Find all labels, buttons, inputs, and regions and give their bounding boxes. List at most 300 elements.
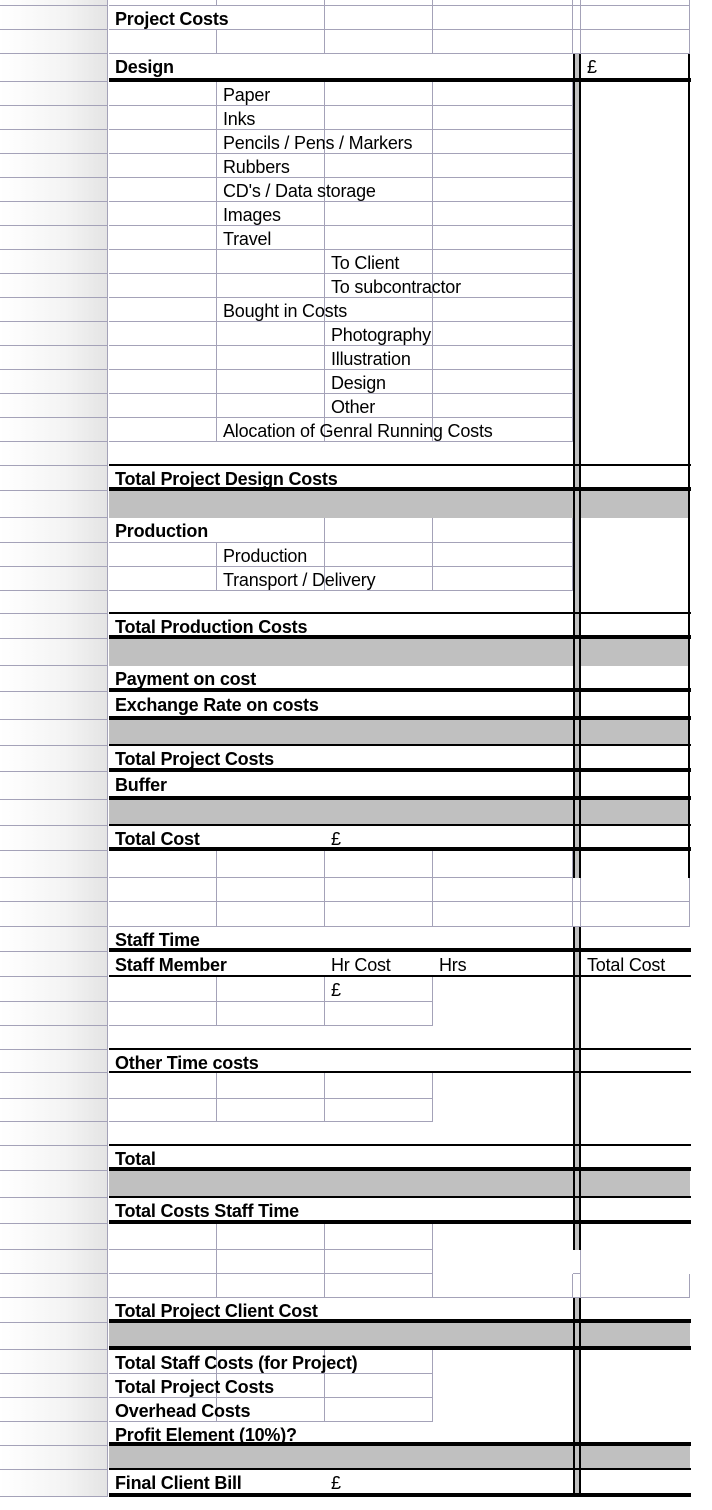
cell-f[interactable] — [581, 6, 690, 30]
cell-text: Paper — [223, 85, 271, 105]
cell-f[interactable] — [581, 1250, 690, 1274]
cell-f[interactable] — [581, 202, 690, 226]
cell-d[interactable] — [433, 82, 573, 106]
cell-d[interactable] — [433, 851, 573, 878]
cell-d[interactable] — [433, 442, 573, 466]
cell-f[interactable] — [581, 298, 690, 322]
cell-f[interactable] — [581, 178, 690, 202]
cell-d[interactable] — [433, 1224, 573, 1250]
cell-d[interactable] — [433, 1099, 573, 1122]
cell-c[interactable] — [325, 851, 433, 878]
cell-c[interactable] — [325, 1073, 433, 1099]
cell-a[interactable] — [109, 1073, 217, 1099]
cell-d[interactable] — [433, 370, 573, 394]
cell-c[interactable] — [325, 442, 433, 466]
cell-d[interactable] — [433, 720, 573, 746]
cell-c[interactable] — [325, 543, 433, 567]
row-header[interactable] — [0, 1422, 108, 1446]
cell-f[interactable] — [581, 1350, 690, 1374]
cell-d[interactable] — [433, 202, 573, 226]
cell-d[interactable] — [433, 154, 573, 178]
cell-e[interactable] — [573, 1446, 581, 1470]
cell-e[interactable] — [573, 878, 581, 902]
cell-d[interactable] — [433, 1171, 573, 1198]
cell-e[interactable] — [573, 1171, 581, 1198]
cell-f[interactable] — [581, 82, 690, 106]
cell-b[interactable] — [217, 591, 325, 614]
cell-e[interactable] — [573, 1374, 581, 1398]
cell-e[interactable] — [573, 1274, 581, 1298]
row-header[interactable] — [0, 1446, 108, 1470]
cell-a[interactable] — [109, 226, 217, 250]
cell-f[interactable] — [581, 1050, 690, 1073]
cell-d[interactable] — [433, 1073, 573, 1099]
cell-text: Hrs — [439, 955, 467, 975]
cell-e[interactable] — [573, 370, 581, 394]
cell-c[interactable] — [325, 1122, 433, 1146]
cell-e[interactable] — [573, 346, 581, 370]
cell-e[interactable] — [573, 322, 581, 346]
cell-a[interactable] — [109, 130, 217, 154]
row-header[interactable] — [0, 106, 108, 130]
cell-a[interactable] — [109, 1446, 217, 1470]
row-header[interactable] — [0, 1398, 108, 1422]
cell-f[interactable] — [581, 418, 690, 442]
cell-a[interactable] — [109, 442, 217, 466]
cell-e[interactable] — [573, 394, 581, 418]
row-header[interactable] — [0, 1470, 108, 1497]
cell-f[interactable] — [581, 491, 690, 518]
cell-a[interactable] — [109, 154, 217, 178]
cell-f[interactable] — [581, 543, 690, 567]
cell-a[interactable] — [109, 346, 217, 370]
row-header[interactable] — [0, 692, 108, 720]
cell-c[interactable] — [325, 154, 433, 178]
cell-f[interactable] — [581, 518, 690, 543]
cell-a[interactable] — [109, 30, 217, 54]
cell-a[interactable] — [109, 1274, 217, 1298]
row-header[interactable] — [0, 130, 108, 154]
row-header[interactable] — [0, 1122, 108, 1146]
cell-c[interactable] — [325, 491, 433, 518]
row-header[interactable] — [0, 591, 108, 614]
cell-f[interactable] — [581, 394, 690, 418]
cell-a[interactable] — [109, 543, 217, 567]
cell-c[interactable] — [325, 1099, 433, 1122]
cell-b[interactable] — [217, 720, 325, 746]
cell-a[interactable] — [109, 82, 217, 106]
cell-d[interactable] — [433, 977, 573, 1002]
cell-b[interactable] — [217, 902, 325, 927]
row-header[interactable] — [0, 800, 108, 826]
row-header[interactable] — [0, 1374, 108, 1398]
row-header[interactable] — [0, 720, 108, 746]
row-header[interactable] — [0, 1224, 108, 1250]
cell-a[interactable] — [109, 1224, 217, 1250]
cell-e[interactable] — [573, 851, 581, 878]
cell-a[interactable] — [109, 800, 217, 826]
cell-a[interactable] — [109, 1250, 217, 1274]
cell-c[interactable] — [325, 1398, 433, 1422]
row-header[interactable] — [0, 370, 108, 394]
row-header[interactable] — [0, 30, 108, 54]
cell-e[interactable] — [573, 591, 581, 614]
cell-c[interactable] — [325, 1026, 433, 1050]
cell-f[interactable] — [581, 1398, 690, 1422]
cell-b[interactable] — [217, 394, 325, 418]
cell-a[interactable] — [109, 178, 217, 202]
row-header[interactable] — [0, 202, 108, 226]
row-header[interactable] — [0, 772, 108, 800]
cell-b[interactable] — [217, 952, 325, 977]
cell-a[interactable] — [109, 720, 217, 746]
cell-d[interactable] — [433, 1050, 573, 1073]
cell-d[interactable] — [433, 800, 573, 826]
row-header[interactable] — [0, 54, 108, 82]
row-header[interactable] — [0, 1274, 108, 1298]
cell-d[interactable] — [433, 491, 573, 518]
row-header[interactable] — [0, 851, 108, 878]
cell-d[interactable] — [433, 1026, 573, 1050]
cell-a[interactable] — [109, 851, 217, 878]
cell-c[interactable] — [325, 202, 433, 226]
cell-e[interactable] — [573, 418, 581, 442]
cell-f[interactable] — [581, 567, 690, 591]
cell-d[interactable] — [433, 298, 573, 322]
row-header[interactable] — [0, 567, 108, 591]
cell-d[interactable] — [433, 6, 573, 30]
cell-a[interactable] — [109, 1099, 217, 1122]
row-header[interactable] — [0, 226, 108, 250]
cell-d[interactable] — [433, 1250, 573, 1274]
cell-f[interactable] — [581, 878, 690, 902]
cell-b[interactable] — [217, 274, 325, 298]
cell-f[interactable] — [581, 370, 690, 394]
cell-c[interactable] — [325, 977, 433, 1002]
row-header[interactable] — [0, 491, 108, 518]
cell-f[interactable] — [581, 1026, 690, 1050]
cell-d[interactable] — [433, 567, 573, 591]
cell-e[interactable] — [573, 226, 581, 250]
cell-e[interactable] — [573, 543, 581, 567]
row-header[interactable] — [0, 614, 108, 639]
cell-d[interactable] — [433, 30, 573, 54]
cell-b[interactable] — [217, 1026, 325, 1050]
cell-a[interactable] — [109, 274, 217, 298]
cell-e[interactable] — [573, 130, 581, 154]
cell-e[interactable] — [573, 491, 581, 518]
cell-f[interactable] — [581, 1224, 690, 1250]
cell-a[interactable] — [109, 1026, 217, 1050]
row-header[interactable] — [0, 977, 108, 1002]
cell-f[interactable] — [581, 639, 690, 666]
cell-f[interactable] — [581, 1002, 690, 1026]
cell-c[interactable] — [325, 82, 433, 106]
cell-f[interactable] — [581, 1099, 690, 1122]
cell-e[interactable] — [573, 977, 581, 1002]
cell-b[interactable] — [217, 1002, 325, 1026]
row-header[interactable] — [0, 746, 108, 772]
cell-a[interactable] — [109, 370, 217, 394]
cell-text: Final Client Bill — [115, 1473, 242, 1493]
cell-e[interactable] — [573, 518, 581, 543]
cell-e[interactable] — [573, 106, 581, 130]
cell-d[interactable] — [433, 518, 573, 543]
cell-b[interactable] — [217, 1171, 325, 1198]
cell-f[interactable] — [581, 250, 690, 274]
row-header[interactable] — [0, 250, 108, 274]
cell-d[interactable] — [433, 322, 573, 346]
cell-text: Production — [223, 546, 308, 566]
cell-d[interactable] — [433, 106, 573, 130]
row-header[interactable] — [0, 1146, 108, 1171]
cell-a[interactable] — [109, 250, 217, 274]
row-header[interactable] — [0, 154, 108, 178]
cell-b[interactable] — [217, 491, 325, 518]
cell-a[interactable] — [109, 1122, 217, 1146]
cell-c[interactable] — [325, 902, 433, 927]
cell-a[interactable] — [109, 977, 217, 1002]
cell-a[interactable] — [109, 418, 217, 442]
cell-e[interactable] — [573, 154, 581, 178]
cell-c[interactable] — [325, 226, 433, 250]
cell-d[interactable] — [433, 130, 573, 154]
cell-d[interactable] — [433, 346, 573, 370]
row-header[interactable] — [0, 274, 108, 298]
cell-f[interactable] — [581, 274, 690, 298]
cell-e[interactable] — [573, 1398, 581, 1422]
cell-b[interactable] — [217, 1446, 325, 1470]
cell-e[interactable] — [573, 1099, 581, 1122]
cell-b[interactable] — [217, 851, 325, 878]
cell-d[interactable] — [433, 226, 573, 250]
cell-e[interactable] — [573, 30, 581, 54]
cell-e[interactable] — [573, 1250, 581, 1274]
cell-e[interactable] — [573, 202, 581, 226]
row-header[interactable] — [0, 466, 108, 491]
row-header[interactable] — [0, 178, 108, 202]
row-header[interactable] — [0, 952, 108, 977]
row-header[interactable] — [0, 639, 108, 666]
cell-c[interactable] — [325, 1002, 433, 1026]
row-header[interactable] — [0, 6, 108, 30]
cell-a[interactable] — [109, 202, 217, 226]
cell-f[interactable] — [581, 346, 690, 370]
cell-e[interactable] — [573, 178, 581, 202]
cell-b[interactable] — [217, 442, 325, 466]
cell-b[interactable] — [217, 518, 325, 543]
cell-b[interactable] — [217, 1099, 325, 1122]
cell-c[interactable] — [325, 800, 433, 826]
cell-b[interactable] — [217, 639, 325, 666]
cell-b[interactable] — [217, 1274, 325, 1298]
cell-a[interactable] — [109, 902, 217, 927]
row-header[interactable] — [0, 927, 108, 952]
cell-c[interactable] — [325, 639, 433, 666]
cell-d[interactable] — [433, 394, 573, 418]
cell-e[interactable] — [573, 82, 581, 106]
cell-f[interactable] — [581, 106, 690, 130]
cell-b[interactable] — [217, 1122, 325, 1146]
cell-a[interactable] — [109, 1171, 217, 1198]
cell-c[interactable] — [325, 878, 433, 902]
cell-b[interactable] — [217, 30, 325, 54]
cell-b[interactable] — [217, 250, 325, 274]
cell-e[interactable] — [573, 1350, 581, 1374]
cell-c[interactable] — [325, 518, 433, 543]
cell-c[interactable] — [325, 591, 433, 614]
cell-b[interactable] — [217, 1224, 325, 1250]
cell-f[interactable] — [581, 977, 690, 1002]
cell-a[interactable] — [109, 591, 217, 614]
cell-f[interactable] — [581, 1446, 690, 1470]
cell-text: Bought in Costs — [223, 301, 348, 321]
row-header[interactable] — [0, 1350, 108, 1374]
cell-d[interactable] — [433, 1350, 573, 1374]
cell-f[interactable] — [581, 1374, 690, 1398]
row-header[interactable] — [0, 418, 108, 442]
cell-d[interactable] — [433, 902, 573, 927]
cell-f[interactable] — [581, 1122, 690, 1146]
cell-c[interactable] — [325, 106, 433, 130]
cell-e[interactable] — [573, 1002, 581, 1026]
cell-e[interactable] — [573, 1224, 581, 1250]
cell-text: Total Cost — [587, 955, 666, 975]
cell-c[interactable] — [325, 1050, 433, 1073]
cell-f[interactable] — [581, 851, 690, 878]
cell-d[interactable] — [433, 178, 573, 202]
cell-b[interactable] — [217, 346, 325, 370]
cell-a[interactable] — [109, 106, 217, 130]
cell-b[interactable] — [217, 6, 325, 30]
row-header[interactable] — [0, 1026, 108, 1050]
cell-f[interactable] — [581, 226, 690, 250]
cell-f[interactable] — [581, 1073, 690, 1099]
cell-b[interactable] — [217, 1073, 325, 1099]
row-header[interactable] — [0, 1073, 108, 1099]
cell-b[interactable] — [217, 977, 325, 1002]
cell-f[interactable] — [581, 800, 690, 826]
cell-d[interactable] — [433, 1398, 573, 1422]
cell-f[interactable] — [581, 130, 690, 154]
cell-e[interactable] — [573, 298, 581, 322]
cell-d[interactable] — [433, 1374, 573, 1398]
row-header[interactable] — [0, 322, 108, 346]
cell-c[interactable] — [325, 30, 433, 54]
row-header[interactable] — [0, 1002, 108, 1026]
cell-c[interactable] — [325, 1274, 433, 1298]
cell-f[interactable] — [581, 1171, 690, 1198]
cell-f[interactable] — [581, 720, 690, 746]
cell-b[interactable] — [217, 878, 325, 902]
row-header[interactable] — [0, 1050, 108, 1073]
cell-e[interactable] — [573, 1122, 581, 1146]
cell-f[interactable] — [581, 442, 690, 466]
cell-f[interactable] — [581, 322, 690, 346]
cell-text: Illustration — [331, 349, 411, 369]
row-header[interactable] — [0, 442, 108, 466]
row-header[interactable] — [0, 346, 108, 370]
cell-c[interactable] — [325, 6, 433, 30]
cell-c[interactable] — [325, 720, 433, 746]
cell-b[interactable] — [217, 1250, 325, 1274]
row-header[interactable] — [0, 826, 108, 851]
cell-b[interactable] — [217, 800, 325, 826]
row-header[interactable] — [0, 902, 108, 927]
row-header[interactable] — [0, 666, 108, 692]
cell-b[interactable] — [217, 370, 325, 394]
cell-e[interactable] — [573, 442, 581, 466]
cell-a[interactable] — [109, 322, 217, 346]
row-header[interactable] — [0, 394, 108, 418]
cell-e[interactable] — [573, 274, 581, 298]
cell-a[interactable] — [109, 639, 217, 666]
cell-f[interactable] — [581, 591, 690, 614]
cell-e[interactable] — [573, 567, 581, 591]
row-header[interactable] — [0, 1298, 108, 1323]
cell-a[interactable] — [109, 878, 217, 902]
cell-d[interactable] — [433, 591, 573, 614]
row-header[interactable] — [0, 1099, 108, 1122]
row-header[interactable] — [0, 1323, 108, 1350]
cell-d[interactable] — [433, 878, 573, 902]
cell-d[interactable] — [433, 1002, 573, 1026]
cell-e[interactable] — [573, 1050, 581, 1073]
cell-e[interactable] — [573, 1026, 581, 1050]
row-header[interactable] — [0, 82, 108, 106]
cell-e[interactable] — [573, 902, 581, 927]
cell-d[interactable] — [433, 250, 573, 274]
cell-c[interactable] — [325, 1446, 433, 1470]
cell-e[interactable] — [573, 800, 581, 826]
cell-f[interactable] — [581, 902, 690, 927]
row-header[interactable] — [0, 518, 108, 543]
cell-d[interactable] — [433, 1122, 573, 1146]
cell-text: Travel — [223, 229, 272, 249]
cell-c[interactable] — [325, 1171, 433, 1198]
row-header[interactable] — [0, 1171, 108, 1198]
cell-a[interactable] — [109, 1002, 217, 1026]
cell-d[interactable] — [433, 1446, 573, 1470]
cell-text: Exchange Rate on costs — [115, 695, 319, 715]
cell-d[interactable] — [433, 543, 573, 567]
cell-a[interactable] — [109, 491, 217, 518]
cell-e[interactable] — [573, 250, 581, 274]
row-header[interactable] — [0, 1250, 108, 1274]
cell-e[interactable] — [573, 639, 581, 666]
cell-c[interactable] — [325, 1374, 433, 1398]
cell-d[interactable] — [433, 639, 573, 666]
cell-d[interactable] — [433, 1274, 573, 1298]
cell-a[interactable] — [109, 298, 217, 322]
cell-e[interactable] — [573, 6, 581, 30]
cell-f[interactable] — [581, 154, 690, 178]
cell-e[interactable] — [573, 720, 581, 746]
cell-f[interactable] — [581, 1274, 690, 1298]
row-header[interactable] — [0, 1198, 108, 1224]
cell-b[interactable] — [217, 322, 325, 346]
cell-e[interactable] — [573, 952, 581, 977]
row-header[interactable] — [0, 298, 108, 322]
cell-a[interactable] — [109, 567, 217, 591]
cell-e[interactable] — [573, 1073, 581, 1099]
cell-a[interactable] — [109, 394, 217, 418]
cell-f[interactable] — [581, 30, 690, 54]
cell-c[interactable] — [325, 1250, 433, 1274]
cell-c[interactable] — [325, 1224, 433, 1250]
row-header[interactable] — [0, 878, 108, 902]
row-header[interactable] — [0, 543, 108, 567]
